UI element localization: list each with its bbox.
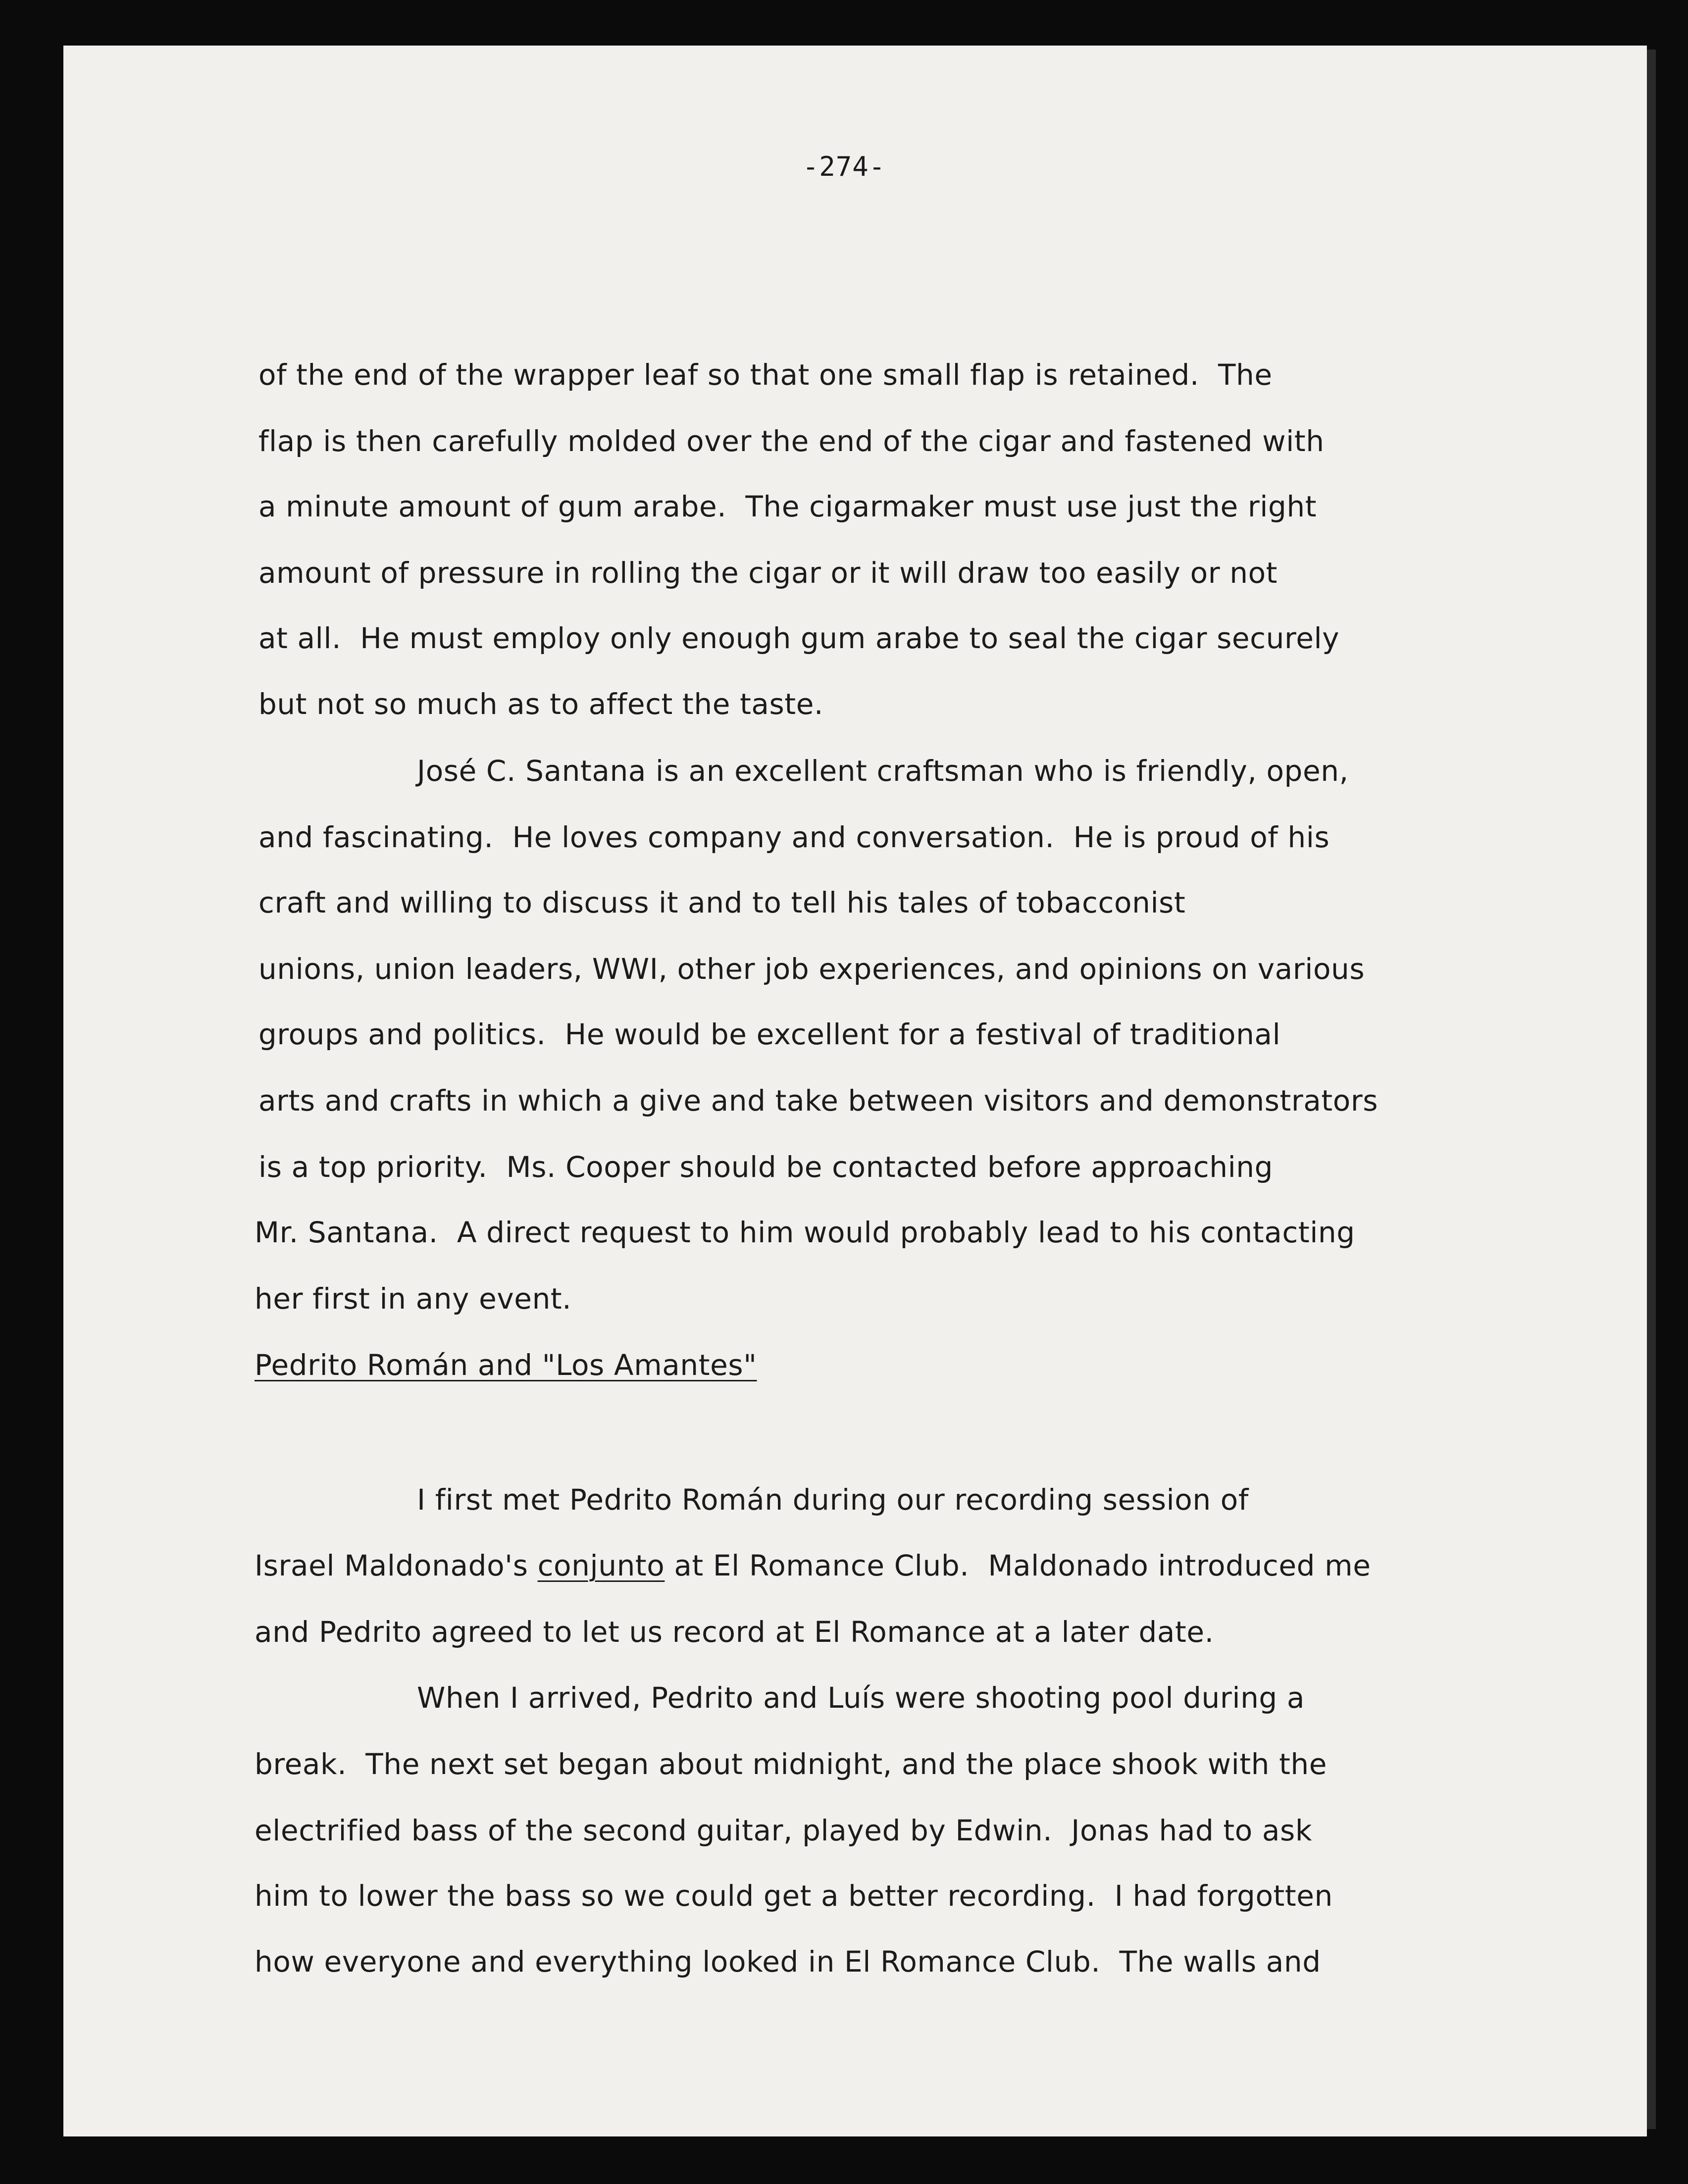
text-line: I first met Pedrito Román during our recording session of [417, 1483, 1249, 1517]
text-line [255, 1551, 1371, 1580]
page-edge [1647, 50, 1656, 2129]
text-line: of the end of the wrapper leaf so that one small flap is retained. The [258, 358, 1273, 392]
text-line: unions, union leaders, WWI, other job experiences, and opinions on various [258, 952, 1365, 986]
text-line: how everyone and everything looked in El Romance Club. The walls and [255, 1945, 1321, 1979]
emphasis-term: conjunto [537, 1549, 665, 1582]
text-line: flap is then carefully molded over the end of the cigar and fastened with [258, 424, 1325, 458]
text-line: craft and willing to discuss it and to tell his tales of tobacconist [258, 886, 1186, 919]
text-line: at all. He must employ only enough gum arabe to seal the cigar securely [258, 621, 1340, 655]
text-line: When I arrived, Pedrito and Luís were shooting pool during a [417, 1681, 1305, 1715]
page-number: -274- [802, 151, 886, 182]
text-line: but not so much as to affect the taste. [258, 687, 824, 721]
text-line: and Pedrito agreed to let us record at El Romance at a later date. [255, 1615, 1214, 1649]
text-line: amount of pressure in rolling the cigar or it will draw too easily or not [258, 556, 1278, 590]
text-line: is a top priority. Ms. Cooper should be contacted before approaching [258, 1150, 1274, 1184]
text-segment: Israel Maldonado's [255, 1549, 538, 1582]
text-line: arts and crafts in which a give and take between visitors and demonstrators [258, 1084, 1379, 1117]
text-line: groups and politics. He would be excellent for a festival of traditional [258, 1017, 1281, 1051]
text-line: and fascinating. He loves company and conversation. He is proud of his [258, 820, 1330, 854]
text-line: Mr. Santana. A direct request to him would probably lead to his contacting [255, 1216, 1355, 1249]
text-line: him to lower the bass so we could get a better recording. I had forgotten [255, 1879, 1333, 1913]
text-line: José C. Santana is an excellent craftsman who is friendly, open, [417, 754, 1349, 788]
text-line: her first in any event. [255, 1282, 572, 1316]
section-heading: Pedrito Román and "Los Amantes" [255, 1348, 757, 1382]
text-line: break. The next set began about midnight, and the place shook with the [255, 1747, 1328, 1781]
text-segment: at El Romance Club. Maldonado introduced me [665, 1549, 1371, 1582]
text-line: a minute amount of gum arabe. The cigarmaker must use just the right [258, 490, 1317, 523]
text-line: electrified bass of the second guitar, played by Edwin. Jonas had to ask [255, 1814, 1313, 1847]
